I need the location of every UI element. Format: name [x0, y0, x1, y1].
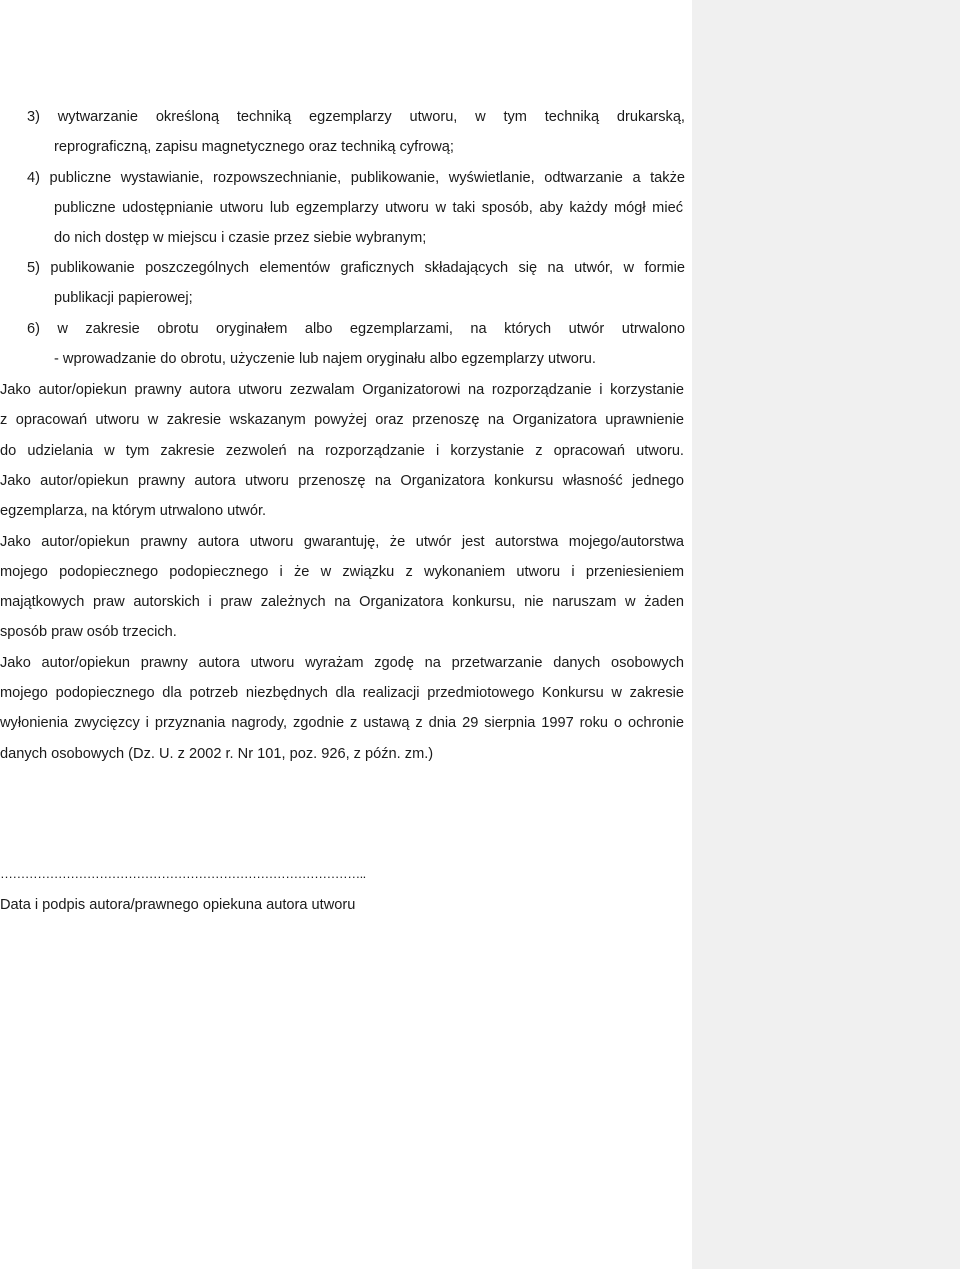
paragraph-gdpr-line-4: danych osobowych (Dz. U. z 2002 r. Nr 101, poz. 926, z późn. zm.)	[0, 746, 434, 762]
paragraph-ownership-line-2: egzemplarza, na którym utrwalono utwór.	[0, 503, 267, 519]
list-item-6-line-1: 6) w zakresie obrotu oryginałem albo egzemplarzami, na których utwór utrwalono	[27, 321, 685, 337]
list-item-4-line-3: do nich dostęp w miejscu i czasie przez siebie wybranym;	[54, 230, 427, 246]
signature-line: ……………………………………………………………………………..	[0, 866, 366, 881]
list-item-3-line-2: reprograficzną, zapisu magnetycznego oraz techniką cyfrową;	[54, 139, 454, 155]
list-item-5-line-1: 5) publikowanie poszczególnych elementów graficznych składających się na utwór, w formie	[27, 260, 685, 276]
list-item-4-line-2: publiczne udostępnianie utworu lub egzemplarzy utworu w taki sposób, aby każdy mógł mieć	[54, 200, 683, 216]
list-item-5-line-2: publikacji papierowej;	[54, 290, 193, 306]
list-item-4-line-1: 4) publiczne wystawianie, rozpowszechnianie, publikowanie, wyświetlanie, odtwarzanie a także	[27, 170, 685, 186]
paragraph-ownership-line-1: Jako autor/opiekun prawny autora utworu przenoszę na Organizatora konkursu własność jednego	[0, 473, 684, 489]
paragraph-guarantee-line-1: Jako autor/opiekun prawny autora utworu gwarantuję, że utwór jest autorstwa mojego/autorstwa	[0, 534, 684, 550]
list-item-3-line-1: 3) wytwarzanie określoną techniką egzemplarzy utworu, w tym techniką drukarską,	[27, 109, 685, 125]
paragraph-guarantee-line-3: majątkowych praw autorskich i praw zależnych na Organizatora konkursu, nie naruszam w żaden	[0, 594, 684, 610]
signature-caption: Data i podpis autora/prawnego opiekuna autora utworu	[0, 897, 356, 913]
list-item-6-line-2: - wprowadzanie do obrotu, użyczenie lub najem oryginału albo egzemplarzy utworu.	[54, 351, 596, 367]
paragraph-guarantee-line-4: sposób praw osób trzecich.	[0, 624, 177, 640]
paragraph-guarantee-line-2: mojego podopiecznego podopiecznego i że w związku z wykonaniem utworu i przeniesieniem	[0, 564, 684, 580]
paragraph-gdpr-line-2: mojego podopiecznego dla potrzeb niezbędnych dla realizacji przedmiotowego Konkursu w zakresie	[0, 685, 684, 701]
paragraph-license-line-2: z opracowań utworu w zakresie wskazanym powyżej oraz przenoszę na Organizatora uprawnienie	[0, 412, 684, 428]
paragraph-license-line-1: Jako autor/opiekun prawny autora utworu zezwalam Organizatorowi na rozporządzanie i korzystanie	[0, 382, 684, 398]
paragraph-gdpr-line-1: Jako autor/opiekun prawny autora utworu wyrażam zgodę na przetwarzanie danych osobowych	[0, 655, 684, 671]
comment-margin-panel	[692, 0, 960, 1269]
paragraph-gdpr-line-3: wyłonienia zwycięzcy i przyznania nagrody, zgodnie z ustawą z dnia 29 sierpnia 1997 roku o ochronie	[0, 715, 684, 731]
paragraph-license-line-3: do udzielania w tym zakresie zezwoleń na rozporządzanie i korzystanie z opracowań utworu.	[0, 443, 684, 459]
